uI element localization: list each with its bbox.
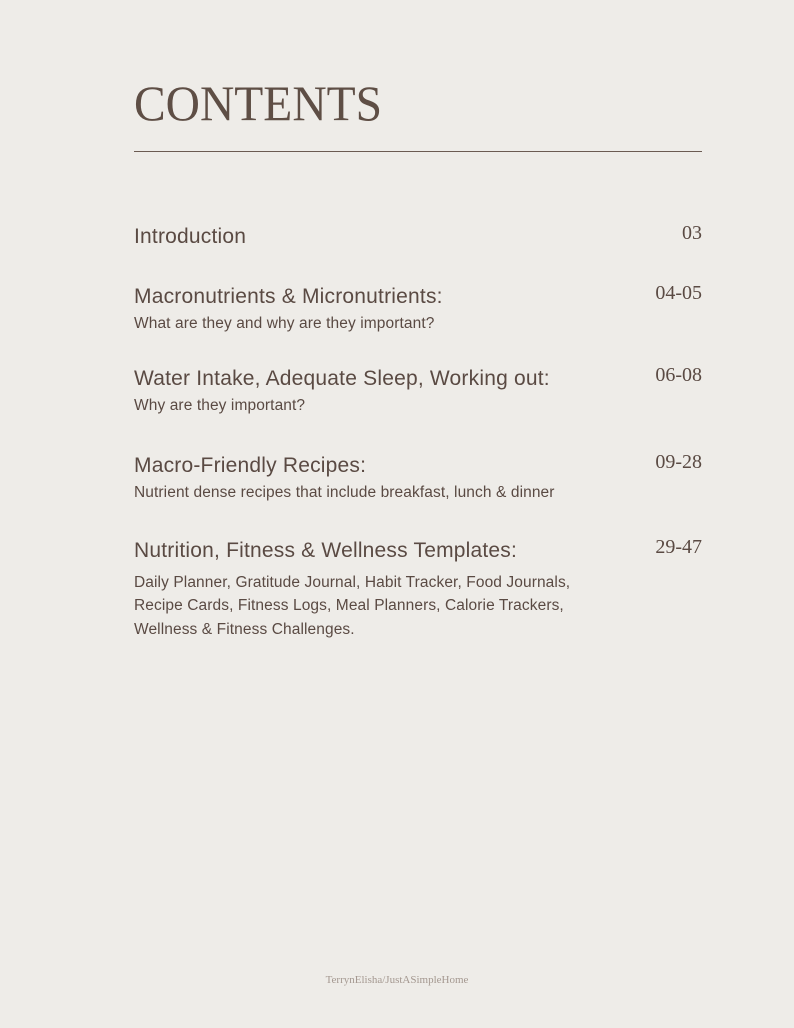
toc-entry-pages: 03 xyxy=(682,222,702,244)
toc-entry-title: Macro-Friendly Recipes: xyxy=(134,454,367,477)
toc-entry-title: Nutrition, Fitness & Wellness Templates: xyxy=(134,539,518,562)
toc-entry-subtitle: Nutrient dense recipes that include breakfast, lunch & dinner xyxy=(134,484,555,502)
toc-entry-title: Macronutrients & Micronutrients: xyxy=(134,285,443,308)
toc-entry-pages: 06-08 xyxy=(655,364,702,386)
toc-entry-macronutrients xyxy=(134,284,702,334)
toc-entry-subtitle: What are they and why are they important? xyxy=(134,315,435,333)
toc-entry-pages: 09-28 xyxy=(655,451,702,473)
toc-entry-subtitle: Why are they important? xyxy=(134,397,306,415)
footer-credit: TerrynElisha/JustASimpleHome xyxy=(325,974,469,986)
toc-entry-pages: 04-05 xyxy=(655,282,702,304)
toc-entry-recipes xyxy=(134,453,702,503)
title-divider xyxy=(134,151,702,152)
toc-entry-subtitle: Daily Planner, Gratitude Journal, Habit Tracker, Food Journals, Recipe Cards, Fitness Logs, Meal Planners, Calorie Trackers, Wellness & Fitness Challenges. xyxy=(134,574,571,638)
toc-entry-introduction xyxy=(134,224,702,249)
toc-entry-title: Introduction xyxy=(134,225,247,248)
toc-entry-pages: 29-47 xyxy=(655,536,702,558)
toc-entry-water-sleep-workout xyxy=(134,366,702,416)
toc-entry-title: Water Intake, Adequate Sleep, Working out: xyxy=(134,367,550,390)
page-title: CONTENTS xyxy=(134,75,383,131)
toc-entry-templates xyxy=(134,538,702,641)
